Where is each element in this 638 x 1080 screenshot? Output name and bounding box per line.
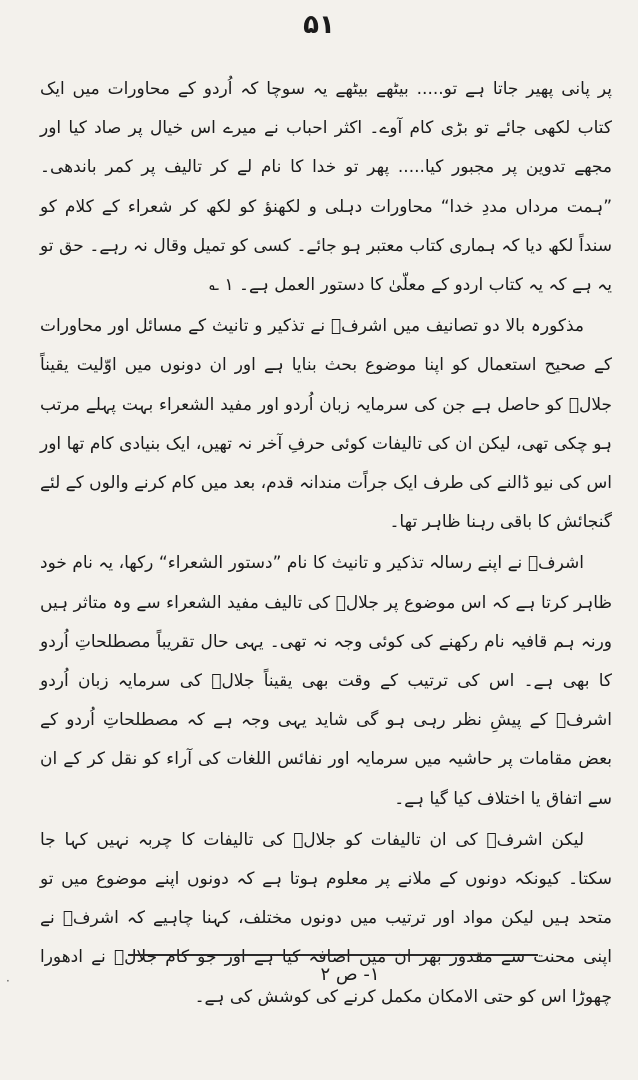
footnote-divider: [128, 954, 538, 956]
paragraph-3: اشرفؔ نے اپنے رسالہ تذکیر و تانیث کا نام ”دستور الشعراء“ رکھا، یہ نام خود ظاہر کرتا ہے کہ اس موضوع پر جلالؔ کی تالیف مفید الشعراء سے وہ متاثر ہیں ورنہ ہم قافیہ نام رکھنے کی کوئی وجہ نہ تھی۔ یہی حال تقریباً مصطلحاتِ اُردو کا بھی ہے۔ اس کی ترتیب کے وقت بھی یقیناً جلالؔ کی سرمایہ زبان اُردو اشرفؔ کے پیشِ نظر رہی ہو گی شاید یہی وجہ ہے کہ مصطلحاتِ اُردو کے بعض مقامات پر حاشیہ میں سرمایہ اور نفائس اللغات کی آراء کو نقل کر کے ان سے اتفاق یا اختلاف کیا گیا ہے۔: [40, 553, 612, 809]
footnote: ۱- ص ۲: [320, 964, 380, 985]
page-number: ۵۱: [303, 10, 335, 40]
body-text: [40, 70, 612, 1017]
edge-mark: ·: [6, 974, 10, 988]
paragraph-1: پر پانی پھیر جاتا ہے تو..... بیٹھے بیٹھے یہ سوچا کہ اُردو کے محاورات میں ایک کتاب لکھی جائے تو بڑی کام آوے۔ اکثر احباب نے میرے اس خیال پر صاد کیا اور مجھے تدوین پر مجبور کیا..... پھر تو خدا کا نام لے کر تالیف پر کمر باندھی۔ ”ہمت مرداں مددِ خدا“ محاورات دہلی و لکھنؤ کو لکھ کر شعراء کے کلام کو سنداً لکھ دیا کہ ہماری کتاب معتبر ہو جائے۔ کسی کو تمیل وقال نہ رہے۔ حق تو یہ ہے کہ یہ کتاب اردو کے معلّیٰ کا دستور العمل ہے۔ ۱ ؎: [40, 79, 612, 296]
paragraph-2: مذکورہ بالا دو تصانیف میں اشرفؔ نے تذکیر و تانیث کے مسائل اور محاورات کے صحیح استعمال کو اپنا موضوع بحث بنایا ہے اور ان دونوں میں اوّلیت یقیناً جلالؔ کو حاصل ہے جن کی سرمایہ زبان اُردو اور مفید الشعراء بہت پہلے مرتب ہو چکی تھی، لیکن ان کی تالیفات کوئی حرفِ آخر نہ تھیں، ایک بنیادی کام تھا اور اس کی نیو ڈالنے کی طرف ایک جراًت مندانہ قدم، بعد میں کام کرنے والوں کے لئے گنجائش کا باقی رہنا ظاہر تھا۔: [40, 316, 612, 533]
paragraph-4: لیکن اشرفؔ کی ان تالیفات کو جلالؔ کی تالیفات کا چربہ نہیں کہا جا سکتا۔ کیونکہ دونوں کے ملانے پر معلوم ہوتا ہے کہ دونوں اپنے موضوع میں تو متحد ہیں لیکن مواد اور ترتیب میں دونوں مختلف، کہنا چاہیے کہ اشرفؔ نے اپنی محنت سے مقدور بھر ان میں اضافہ کیا ہے اور جو کام جلالؔ نے ادھورا چھوڑا اس کو حتی الامکان مکمل کرنے کی کوشش کی ہے۔: [40, 829, 612, 1007]
